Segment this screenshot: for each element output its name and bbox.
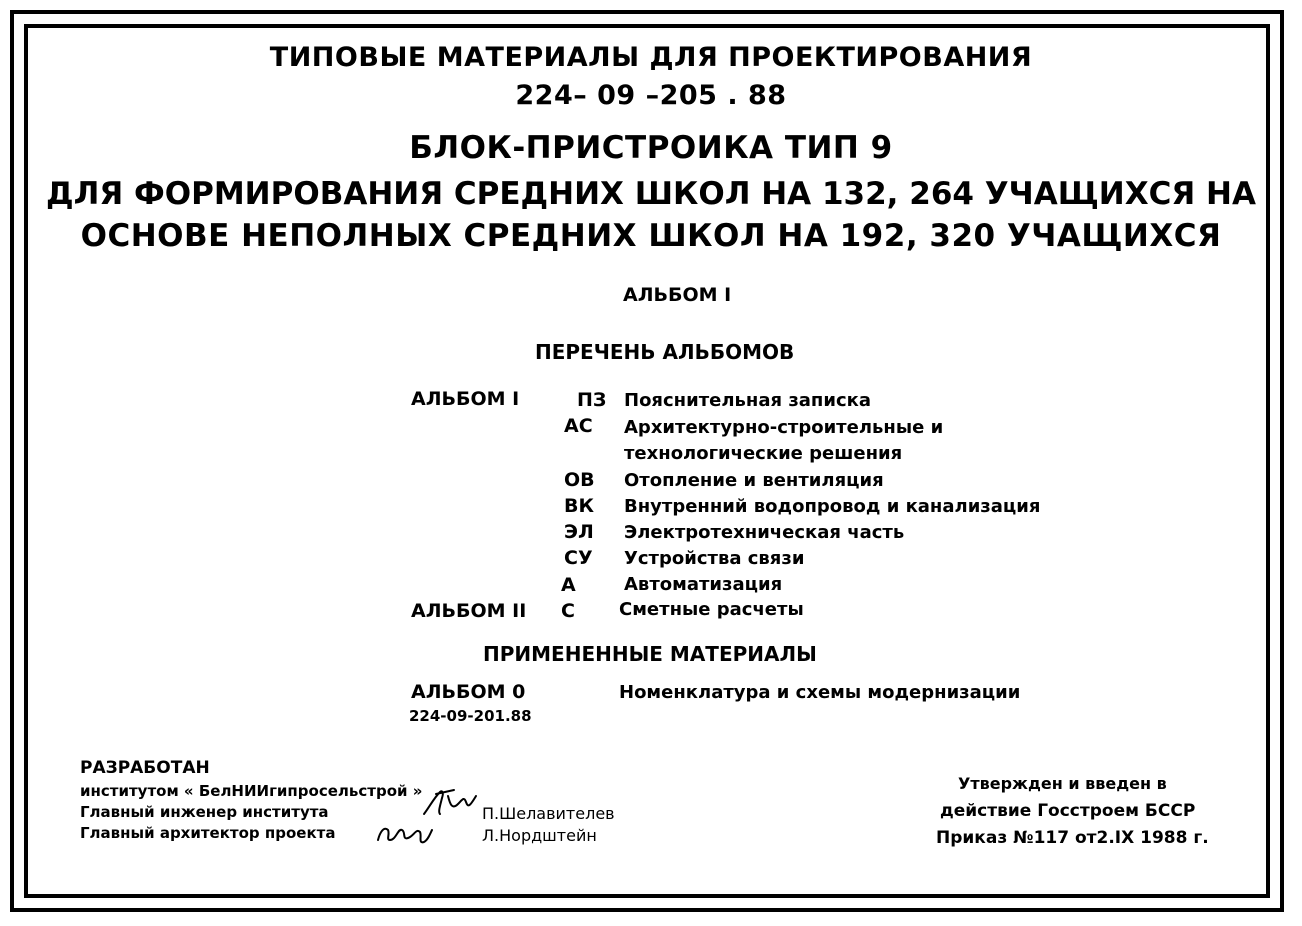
album-0-label: АЛЬБОМ 0: [411, 681, 526, 703]
list-item: Сметные расчеты: [619, 599, 804, 620]
list-item: Внутренний водопровод и канализация: [624, 496, 1041, 517]
list-code: СУ: [564, 547, 593, 569]
list-code: А: [561, 574, 576, 596]
list-code: ВК: [564, 495, 595, 517]
album-2-label: АЛЬБОМ II: [411, 600, 527, 622]
applied-materials-heading: ПРИМЕНЕННЫЕ МАТЕРИАЛЫ: [483, 642, 817, 666]
list-item: Пояснительная записка: [624, 390, 872, 411]
album-number: АЛЬБОМ I: [623, 284, 732, 306]
chief-architect-name: Л.Нордштейн: [482, 826, 597, 845]
list-item: Отопление и вентиляция: [624, 470, 884, 491]
approval-line-3: Приказ №117 от2.IX 1988 г.: [936, 828, 1209, 848]
albums-list-heading: ПЕРЕЧЕНЬ АЛЬБОМОВ: [535, 340, 795, 364]
album-0-code: 224-09-201.88: [409, 707, 532, 725]
approval-line-2: действие Госстроем БССР: [940, 801, 1196, 821]
list-code: ПЗ: [577, 389, 607, 411]
series-title: ТИПОВЫЕ МАТЕРИАЛЫ ДЛЯ ПРОЕКТИРОВАНИЯ: [269, 42, 1033, 73]
list-item: Электротехническая часть: [624, 522, 905, 543]
list-code: С: [561, 600, 575, 622]
signature-architect: [372, 814, 436, 850]
album-0-description: Номенклатура и схемы модернизации: [619, 682, 1021, 703]
list-item: технологические решения: [624, 443, 903, 464]
document-title: БЛОК-ПРИСТРОИКА ТИП 9: [409, 130, 893, 166]
institute-name: институтом « БелНИИгипросельстрой »: [80, 782, 423, 800]
chief-engineer-role: Главный инженер института: [80, 803, 329, 821]
chief-architect-role: Главный архитектор проекта: [80, 824, 336, 842]
album-1-label: АЛЬБОМ I: [411, 388, 520, 410]
document-subtitle-2: ОСНОВЕ НЕПОЛНЫХ СРЕДНИХ ШКОЛ НА 192, 320 УЧАЩИХСЯ: [80, 218, 1222, 254]
list-item: Автоматизация: [624, 574, 783, 595]
developed-heading: РАЗРАБОТАН: [80, 758, 210, 778]
list-item: Архитектурно-строительные и: [624, 417, 944, 438]
series-code: 224– 09 –205 . 88: [515, 80, 787, 111]
list-code: ОВ: [564, 469, 595, 491]
list-item: Устройства связи: [624, 548, 805, 569]
approval-line-1: Утвержден и введен в: [958, 774, 1167, 793]
document-subtitle-1: ДЛЯ ФОРМИРОВАНИЯ СРЕДНИХ ШКОЛ НА 132, 264 УЧАЩИХСЯ НА: [46, 176, 1256, 212]
chief-engineer-name: П.Шелавителев: [482, 804, 615, 823]
list-code: АС: [564, 415, 593, 437]
list-code: ЭЛ: [564, 521, 594, 543]
